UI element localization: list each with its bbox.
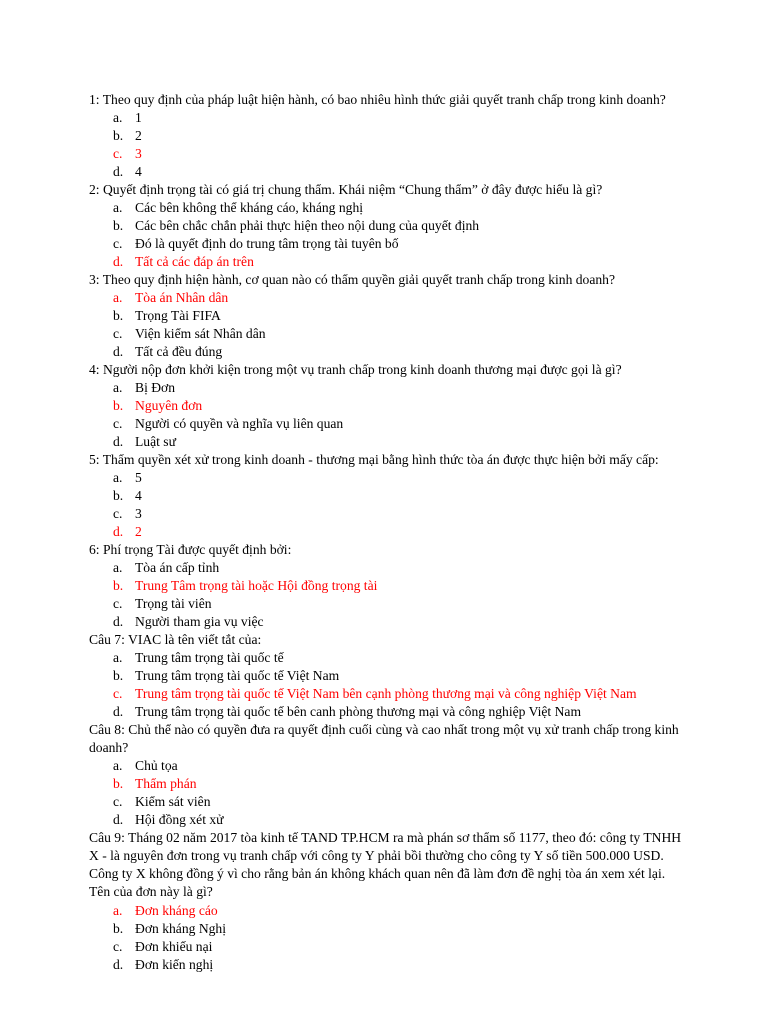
question-5 bbox=[89, 451, 689, 541]
answer-option-a bbox=[89, 379, 689, 397]
option-letter: c. bbox=[113, 596, 123, 611]
option-text: Hội đồng xét xử bbox=[135, 812, 224, 827]
option-text: 4 bbox=[135, 164, 142, 179]
option-letter: d. bbox=[113, 957, 124, 972]
option-text: 5 bbox=[135, 470, 142, 485]
answer-options bbox=[89, 109, 689, 181]
option-letter: d. bbox=[113, 524, 124, 539]
answer-option-a bbox=[89, 649, 689, 667]
option-letter: a. bbox=[113, 380, 123, 395]
answer-options bbox=[89, 289, 689, 361]
answer-options bbox=[89, 379, 689, 451]
answer-option-c bbox=[89, 595, 689, 613]
question-1 bbox=[89, 91, 689, 181]
option-letter: c. bbox=[113, 939, 123, 954]
option-text: 2 bbox=[135, 524, 142, 539]
question-text: 4: Người nộp đơn khởi kiện trong một vụ tranh chấp trong kinh doanh thương mại được gọi là gì? bbox=[89, 362, 622, 377]
option-letter: c. bbox=[113, 686, 123, 701]
option-text: Trọng tài viên bbox=[135, 596, 212, 611]
answer-option-c bbox=[89, 145, 689, 163]
option-text: Người tham gia vụ việc bbox=[135, 614, 264, 629]
option-text: Người có quyền và nghĩa vụ liên quan bbox=[135, 416, 344, 431]
quiz-document bbox=[89, 91, 689, 974]
option-text: 3 bbox=[135, 146, 142, 161]
option-text: Các bên không thể kháng cáo, kháng nghị bbox=[135, 200, 364, 215]
question-text: 2: Quyết định trọng tài có giá trị chung thẩm. Khái niệm “Chung thẩm” ở đây được hiểu là gì? bbox=[89, 182, 603, 197]
option-letter: a. bbox=[113, 470, 123, 485]
option-text: Đơn kiến nghị bbox=[135, 957, 214, 972]
question-7 bbox=[89, 631, 689, 721]
option-letter: b. bbox=[113, 128, 124, 143]
question-text: 1: Theo quy định của pháp luật hiện hành, có bao nhiêu hình thức giải quyết tranh chấp trong kinh doanh? bbox=[89, 92, 666, 107]
question-text: 3: Theo quy định hiện hành, cơ quan nào có thẩm quyền giải quyết tranh chấp trong kinh doanh? bbox=[89, 272, 616, 287]
option-text: Thẩm phán bbox=[135, 776, 197, 791]
answer-option-b bbox=[89, 307, 689, 325]
option-text: Kiểm sát viên bbox=[135, 794, 211, 809]
option-letter: c. bbox=[113, 794, 123, 809]
answer-option-a bbox=[89, 199, 689, 217]
option-letter: b. bbox=[113, 776, 124, 791]
answer-option-d bbox=[89, 523, 689, 541]
option-letter: d. bbox=[113, 254, 124, 269]
option-letter: c. bbox=[113, 416, 123, 431]
answer-option-b bbox=[89, 487, 689, 505]
answer-option-d bbox=[89, 253, 689, 271]
option-letter: a. bbox=[113, 903, 123, 918]
option-text: Trung tâm trọng tài quốc tế bbox=[135, 650, 284, 665]
answer-option-b bbox=[89, 667, 689, 685]
answer-options bbox=[89, 902, 689, 974]
answer-option-d bbox=[89, 811, 689, 829]
option-text: Đơn khiếu nại bbox=[135, 939, 213, 954]
option-text: Trung tâm trọng tài quốc tế Việt Nam bên cạnh phòng thương mại và công nghiệp Việt Nam bbox=[135, 686, 637, 701]
answer-option-b bbox=[89, 920, 689, 938]
option-text: Bị Đơn bbox=[135, 380, 176, 395]
answer-option-b bbox=[89, 775, 689, 793]
answer-option-c bbox=[89, 938, 689, 956]
answer-option-d bbox=[89, 703, 689, 721]
question-text: Câu 9: Tháng 02 năm 2017 tòa kinh tế TAND TP.HCM ra mà phán sơ thẩm số 1177, theo đó: công ty TNHH X - là nguyên đơn trong vụ tranh chấp với công ty Y phải bồi thường cho công ty Y số tiền 500.000 USD. Công ty X không đồng ý vì cho rằng bản án không khách quan nên đã làm đơn đề nghị tòa án xem xét lại. Tên của đơn này là gì? bbox=[89, 830, 682, 899]
answer-option-c bbox=[89, 325, 689, 343]
answer-option-c bbox=[89, 505, 689, 523]
option-text: Đó là quyết định do trung tâm trọng tài tuyên bố bbox=[135, 236, 399, 251]
answer-option-a bbox=[89, 559, 689, 577]
question-text: Câu 7: VIAC là tên viết tắt của: bbox=[89, 632, 262, 647]
answer-option-c bbox=[89, 685, 689, 703]
option-letter: b. bbox=[113, 308, 124, 323]
question-9 bbox=[89, 829, 689, 974]
option-text: 2 bbox=[135, 128, 142, 143]
option-text: 1 bbox=[135, 110, 142, 125]
option-letter: d. bbox=[113, 812, 124, 827]
answer-options bbox=[89, 649, 689, 721]
option-text: 4 bbox=[135, 488, 142, 503]
question-6 bbox=[89, 541, 689, 631]
option-letter: b. bbox=[113, 488, 124, 503]
option-text: Đơn kháng cáo bbox=[135, 903, 218, 918]
option-letter: a. bbox=[113, 560, 123, 575]
answer-options bbox=[89, 199, 689, 271]
answer-option-b bbox=[89, 397, 689, 415]
option-letter: c. bbox=[113, 236, 123, 251]
answer-option-c bbox=[89, 235, 689, 253]
option-text: Trung Tâm trọng tài hoặc Hội đồng trọng tài bbox=[135, 578, 378, 593]
option-text: Đơn kháng Nghị bbox=[135, 921, 227, 936]
option-letter: a. bbox=[113, 110, 123, 125]
option-letter: b. bbox=[113, 921, 124, 936]
option-text: Tòa án Nhân dân bbox=[135, 290, 229, 305]
answer-option-d bbox=[89, 956, 689, 974]
answer-option-d bbox=[89, 613, 689, 631]
answer-option-d bbox=[89, 163, 689, 181]
option-letter: d. bbox=[113, 704, 124, 719]
answer-option-c bbox=[89, 415, 689, 433]
option-text: Trung tâm trọng tài quốc tế Việt Nam bbox=[135, 668, 340, 683]
question-text: 6: Phí trọng Tài được quyết định bởi: bbox=[89, 542, 292, 557]
option-letter: d. bbox=[113, 344, 124, 359]
option-letter: c. bbox=[113, 506, 123, 521]
answer-option-b bbox=[89, 217, 689, 235]
option-letter: c. bbox=[113, 326, 123, 341]
option-letter: a. bbox=[113, 758, 123, 773]
option-letter: a. bbox=[113, 200, 123, 215]
option-letter: d. bbox=[113, 434, 124, 449]
option-letter: b. bbox=[113, 578, 124, 593]
answer-option-d bbox=[89, 343, 689, 361]
option-letter: b. bbox=[113, 668, 124, 683]
question-3 bbox=[89, 271, 689, 361]
option-text: Luật sư bbox=[135, 434, 176, 449]
option-text: 3 bbox=[135, 506, 142, 521]
option-letter: d. bbox=[113, 614, 124, 629]
question-text: 5: Thẩm quyền xét xử trong kinh doanh - thương mại bằng hình thức tòa án được thực hiện bởi mấy cấp: bbox=[89, 452, 659, 467]
option-letter: a. bbox=[113, 290, 123, 305]
answer-options bbox=[89, 469, 689, 541]
option-text: Tất cả đều đúng bbox=[135, 344, 223, 359]
option-text: Chủ tọa bbox=[135, 758, 178, 773]
option-letter: d. bbox=[113, 164, 124, 179]
option-letter: b. bbox=[113, 398, 124, 413]
option-text: Tòa án cấp tỉnh bbox=[135, 560, 220, 575]
answer-option-a bbox=[89, 109, 689, 127]
question-8 bbox=[89, 721, 689, 829]
option-text: Trung tâm trọng tài quốc tế bên canh phòng thương mại và công nghiệp Việt Nam bbox=[135, 704, 582, 719]
question-text: Câu 8: Chủ thể nào có quyền đưa ra quyết định cuối cùng và cao nhất trong một vụ xử tranh chấp trong kinh doanh? bbox=[89, 722, 679, 755]
option-text: Các bên chắc chắn phải thực hiện theo nội dung của quyết định bbox=[135, 218, 480, 233]
answer-options bbox=[89, 757, 689, 829]
question-2 bbox=[89, 181, 689, 271]
answer-option-a bbox=[89, 469, 689, 487]
answer-option-d bbox=[89, 433, 689, 451]
option-letter: c. bbox=[113, 146, 123, 161]
option-letter: a. bbox=[113, 650, 123, 665]
answer-option-a bbox=[89, 902, 689, 920]
answer-option-a bbox=[89, 757, 689, 775]
option-text: Tất cả các đáp án trên bbox=[135, 254, 254, 269]
answer-option-a bbox=[89, 289, 689, 307]
option-letter: b. bbox=[113, 218, 124, 233]
option-text: Nguyên đơn bbox=[135, 398, 203, 413]
answer-option-c bbox=[89, 793, 689, 811]
question-4 bbox=[89, 361, 689, 451]
answer-option-b bbox=[89, 577, 689, 595]
answer-option-b bbox=[89, 127, 689, 145]
option-text: Trọng Tài FIFA bbox=[135, 308, 221, 323]
option-text: Viện kiểm sát Nhân dân bbox=[135, 326, 266, 341]
answer-options bbox=[89, 559, 689, 631]
